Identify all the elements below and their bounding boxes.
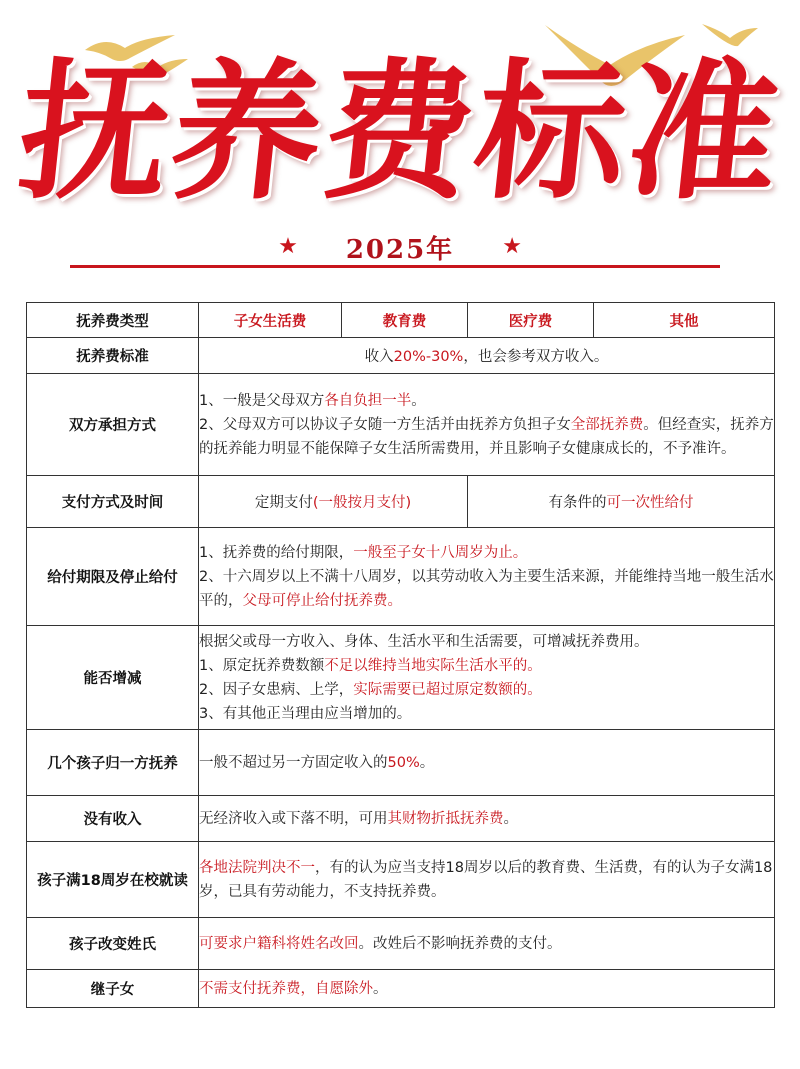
star-icon: ★ bbox=[502, 234, 522, 259]
table-row bbox=[27, 303, 775, 338]
row-header: 抚养费类型 bbox=[27, 303, 199, 338]
cell-line bbox=[199, 654, 774, 678]
cell-line bbox=[199, 565, 774, 613]
cell-text: 无经济收入或下落不明，可用 bbox=[199, 810, 388, 827]
cell-text: 2、因子女患病、上学， bbox=[199, 681, 354, 698]
star-icon: ★ bbox=[278, 234, 298, 259]
payment-regular-cell bbox=[199, 476, 468, 528]
table-row bbox=[27, 730, 775, 796]
surname-cell bbox=[199, 918, 775, 970]
type-cell-education: 教育费 bbox=[342, 303, 468, 338]
cell-highlight: 不足以维持当地实际生活水平的。 bbox=[324, 657, 542, 674]
cell-highlight: 父母可停止给付抚养费。 bbox=[242, 592, 402, 609]
cell-text: 收入 bbox=[364, 349, 394, 365]
standard-cell bbox=[199, 338, 775, 374]
year-row bbox=[0, 227, 800, 267]
poster-header bbox=[0, 0, 800, 290]
table-row bbox=[27, 338, 775, 374]
cell-line bbox=[199, 678, 774, 702]
row-header: 没有收入 bbox=[27, 796, 199, 842]
cell-highlight: 可要求户籍科将姓名改回 bbox=[199, 935, 359, 952]
row-header: 继子女 bbox=[27, 970, 199, 1008]
cell-line: 根据父或母一方收入、身体、生活水平和生活需要，可增减抚养费用。 bbox=[199, 633, 649, 650]
payment-lump-sum-cell bbox=[468, 476, 775, 528]
cell-highlight: 全部抚养费 bbox=[570, 416, 644, 433]
row-header: 抚养费标准 bbox=[27, 338, 199, 374]
cell-highlight: 实际需要已超过原定数额的。 bbox=[353, 681, 542, 698]
cell-text: 1、一般是父母双方 bbox=[199, 392, 325, 409]
table-row bbox=[27, 476, 775, 528]
no-income-cell bbox=[199, 796, 775, 842]
table-row bbox=[27, 842, 775, 918]
cell-text: 1、抚养费的给付期限， bbox=[199, 544, 354, 561]
bearing-cell bbox=[199, 374, 775, 476]
cell-text: 1、原定抚养费数额 bbox=[199, 657, 325, 674]
cell-line bbox=[199, 389, 774, 413]
cell-text: 2、十六周岁以上不满十八周岁，以其劳动收入为主要生活来源，并能维持当地一般生活水平的， bbox=[199, 568, 774, 609]
table-row bbox=[27, 626, 775, 730]
cell-highlight: 各自负担一半 bbox=[324, 392, 412, 409]
cell-text: 。 bbox=[411, 392, 426, 409]
cell-text: 定期支付 bbox=[254, 495, 313, 511]
cell-highlight: 一般至子女十八周岁为止。 bbox=[353, 544, 528, 561]
title-divider bbox=[70, 265, 720, 268]
cell-highlight: (一般按月支付) bbox=[312, 495, 412, 511]
cell-line: 3、有其他正当理由应当增加的。 bbox=[199, 705, 412, 722]
stepchild-cell bbox=[199, 970, 775, 1008]
row-header: 孩子满18周岁在校就读 bbox=[27, 842, 199, 918]
cell-highlight: 各地法院判决不一 bbox=[199, 859, 315, 876]
cell-highlight: 可一次性给付 bbox=[606, 495, 694, 511]
cell-text: ，也会参考双方收入。 bbox=[463, 349, 609, 365]
cell-text: 。改姓后不影响抚养费的支付。 bbox=[358, 935, 562, 952]
table-row bbox=[27, 970, 775, 1008]
row-header: 几个孩子归一方抚养 bbox=[27, 730, 199, 796]
cell-line bbox=[199, 541, 774, 565]
cell-text: ，有的认为应当支持18周岁以后的教育费、生活费，有的认为子女满18岁，已具有劳动能力，不支持抚养费。 bbox=[199, 859, 773, 900]
support-standard-table bbox=[26, 302, 775, 1008]
row-header: 双方承担方式 bbox=[27, 374, 199, 476]
cell-highlight: 其财物折抵抚养费 bbox=[387, 810, 504, 827]
table-row bbox=[27, 528, 775, 626]
type-cell-other: 其他 bbox=[594, 303, 775, 338]
row-header: 孩子改变姓氏 bbox=[27, 918, 199, 970]
cell-highlight: 50% bbox=[387, 754, 420, 771]
adjust-cell bbox=[199, 626, 775, 730]
multiple-children-cell bbox=[199, 730, 775, 796]
cell-line bbox=[199, 413, 774, 461]
cell-highlight: 不需支付抚养费，自愿除外 bbox=[199, 980, 373, 997]
table-row bbox=[27, 796, 775, 842]
cell-text: 。但经查实，抚养方的抚养能力明显不能保障子女生活所需费用，并且影响子女健康成长的，不予准许。 bbox=[199, 416, 774, 457]
cell-text: 。 bbox=[373, 980, 388, 997]
period-cell bbox=[199, 528, 775, 626]
cell-highlight: 20%-30% bbox=[393, 349, 464, 365]
cell-text: 。 bbox=[419, 754, 435, 771]
type-cell-medical: 医疗费 bbox=[468, 303, 594, 338]
cell-text: 。 bbox=[503, 810, 518, 827]
poster-title: 抚养费标准 bbox=[10, 44, 790, 220]
cell-text: 2、父母双方可以协议子女随一方生活并由抚养方负担子女 bbox=[199, 416, 571, 433]
over18-cell bbox=[199, 842, 775, 918]
row-header: 支付方式及时间 bbox=[27, 476, 199, 528]
cell-text: 一般不超过另一方固定收入的 bbox=[199, 754, 388, 771]
type-cell-living: 子女生活费 bbox=[199, 303, 342, 338]
cell-text: 有条件的 bbox=[548, 495, 607, 511]
row-header: 能否增减 bbox=[27, 626, 199, 730]
table-row bbox=[27, 918, 775, 970]
row-header: 给付期限及停止给付 bbox=[27, 528, 199, 626]
year-label: 2025年 bbox=[345, 234, 455, 265]
table-row bbox=[27, 374, 775, 476]
